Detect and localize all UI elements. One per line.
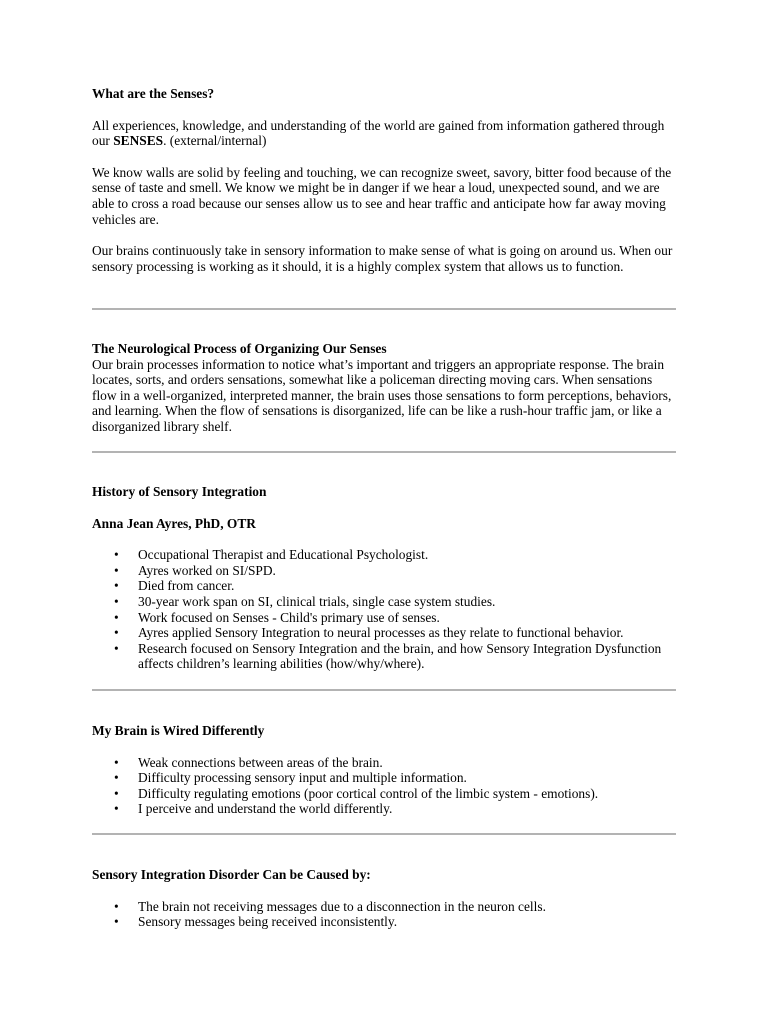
emphasis-text: SENSES <box>113 133 164 149</box>
list-item-text: Difficulty regulating emotions (poor cortical control of the limbic system - emotions). <box>138 785 599 801</box>
list-item <box>92 578 680 594</box>
section-title: My Brain is Wired Differently <box>92 723 265 738</box>
list-item-text: Sensory messages being received inconsistently. <box>138 914 398 930</box>
list-item <box>92 594 680 610</box>
list-item-text: The brain not receiving messages due to a disconnection in the neuron cells. <box>138 898 546 914</box>
list-item-text: Work focused on Senses - Child's primary use of senses. <box>138 609 440 625</box>
bullet-icon: • <box>114 609 119 625</box>
bullet-list <box>92 755 680 817</box>
bullet-icon: • <box>114 914 119 930</box>
paragraph: Our brains continuously take in sensory information to make sense of what is going on around us. When our sensory processing is working as it should, it is a highly complex system that allows us to function. <box>92 243 673 274</box>
section-wired-differently <box>92 723 680 817</box>
list-item <box>92 755 680 771</box>
bullet-icon: • <box>114 801 119 817</box>
bullet-icon: • <box>114 898 119 914</box>
list-item-text: Ayres applied Sensory Integration to neural processes as they relate to functional behavior. <box>138 625 624 641</box>
bullet-icon: • <box>114 547 119 563</box>
section-neurological <box>92 341 680 435</box>
bullet-icon: • <box>114 785 119 801</box>
section-title: History of Sensory Integration <box>92 484 267 499</box>
list-item-text: Occupational Therapist and Educational Psychologist. <box>138 547 429 563</box>
bullet-icon: • <box>114 770 119 786</box>
list-item <box>92 563 680 579</box>
list-item-text: Research focused on Sensory Integration and the brain, and how Sensory Integration Dysfunction affects children’s learning abilities (how/why/where). <box>138 640 662 672</box>
list-item <box>92 914 680 930</box>
bullet-icon: • <box>114 562 119 578</box>
section-causes <box>92 867 680 930</box>
section-history <box>92 484 680 672</box>
horizontal-rule <box>92 833 676 835</box>
list-item-text: Weak connections between areas of the brain. <box>138 754 383 770</box>
section-title: Sensory Integration Disorder Can be Caused by: <box>92 867 371 882</box>
list-item <box>92 625 680 641</box>
list-item <box>92 610 680 626</box>
horizontal-rule <box>92 689 676 691</box>
paragraph <box>92 118 680 149</box>
list-item <box>92 786 680 802</box>
paragraph-text: . (external/internal) <box>163 133 267 149</box>
list-item-text: 30-year work span on SI, clinical trials, single case system studies. <box>138 593 496 609</box>
bullet-icon: • <box>114 754 119 770</box>
horizontal-rule <box>92 451 676 453</box>
bullet-list <box>92 547 680 672</box>
bullet-icon: • <box>114 578 119 594</box>
list-item <box>92 770 680 786</box>
list-item-text: Difficulty processing sensory input and multiple information. <box>138 770 467 786</box>
list-item-text: Ayres worked on SI/SPD. <box>138 562 276 578</box>
section-title: The Neurological Process of Organizing Our Senses <box>92 341 387 356</box>
paragraph: We know walls are solid by feeling and touching, we can recognize sweet, savory, bitter food because of the sense of taste and smell. We know we might be in danger if we hear a loud, unexpected sound, and we are able to cross a road because our senses allow us to see and hear traffic and anticipate how far away moving vehicles are. <box>92 164 672 227</box>
bullet-icon: • <box>114 593 119 609</box>
list-item-text: Died from cancer. <box>138 578 235 594</box>
list-item <box>92 641 680 672</box>
section-senses <box>92 86 680 274</box>
list-item <box>92 547 680 563</box>
paragraph: Our brain processes information to notice what’s important and triggers an appropriate response. The brain locates, sorts, and orders sensations, somewhat like a policeman directing moving cars. When sensations flow in a well-organized, interpreted manner, the brain uses those sensations to form perceptions, behaviors, and learning. When the flow of sensations is disorganized, life can be like a rush-hour traffic jam, or like a disorganized library shelf. <box>92 356 672 434</box>
list-item <box>92 801 680 817</box>
section-subtitle: Anna Jean Ayres, PhD, OTR <box>92 515 256 531</box>
section-title: What are the Senses? <box>92 86 215 101</box>
horizontal-rule <box>92 308 676 310</box>
paragraph-text: All experiences, knowledge, and understanding of the world are gained from information gathered through our <box>92 117 665 149</box>
bullet-list <box>92 899 680 930</box>
bullet-icon: • <box>114 625 119 641</box>
list-item-text: I perceive and understand the world differently. <box>138 801 393 817</box>
list-item <box>92 899 680 915</box>
bullet-icon: • <box>114 640 119 656</box>
